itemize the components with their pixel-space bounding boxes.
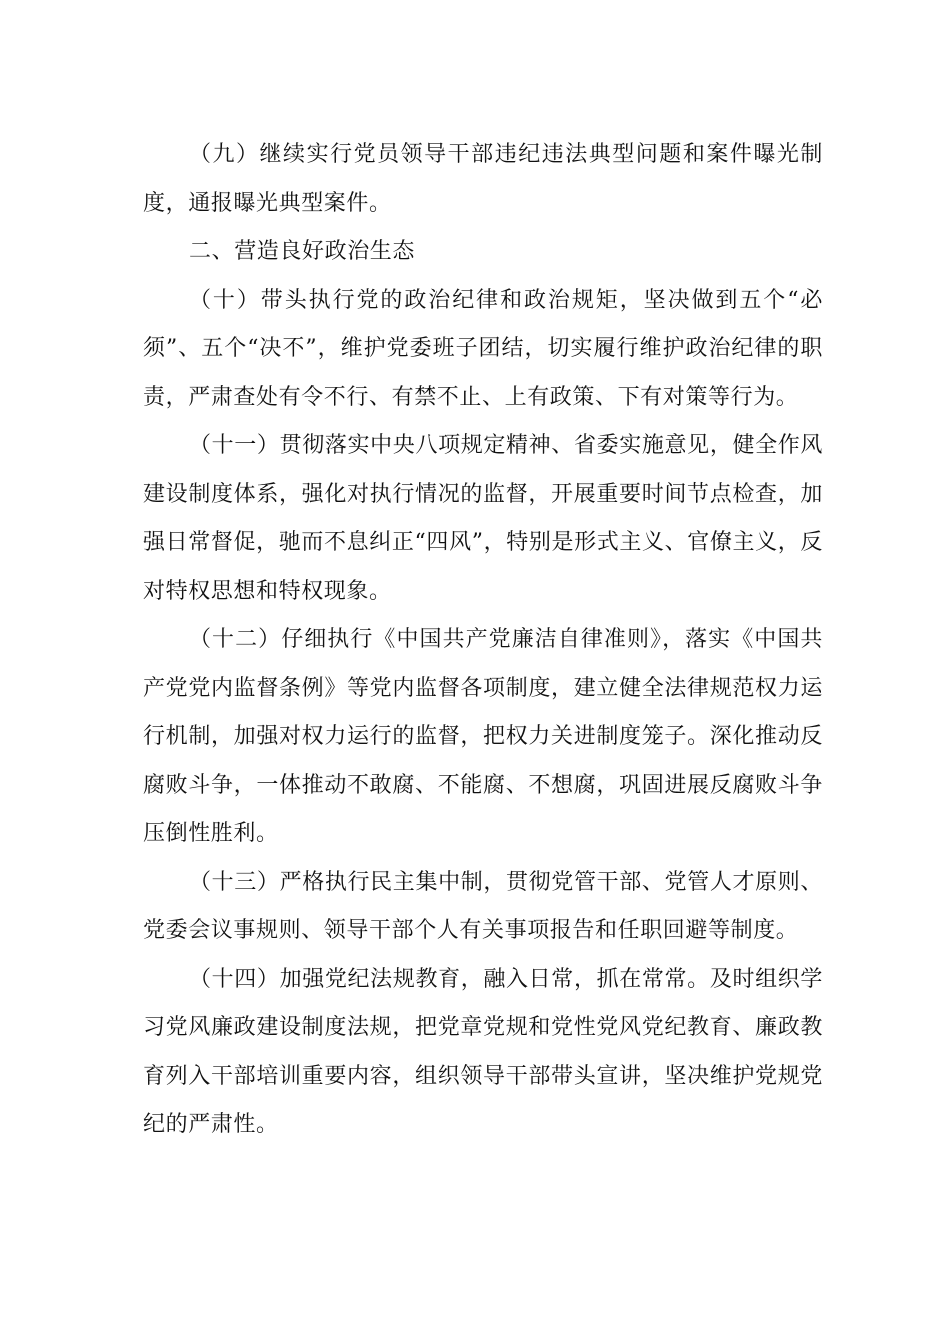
document-body <box>143 131 823 1150</box>
paragraph-item-14: （十四）加强党纪法规教育，融入日常，抓在常常。及时组织学习党风廉政建设制度法规，把党章党规和党性党风党纪教育、廉政教育列入干部培训重要内容，组织领导干部带头宣讲，坚决维护党规党纪的严肃性。 <box>143 966 823 1137</box>
paragraph-item-10: （十）带头执行党的政治纪律和政治规矩，坚决做到五个“必须”、五个“决不”，维护党委班子团结，切实履行维护政治纪律的职责，严肃查处有令不行、有禁不止、上有政策、下有对策等行为。 <box>143 287 823 410</box>
section-heading-2: 二、营造良好政治生态 <box>189 239 416 264</box>
paragraph-item-12: （十二）仔细执行《中国共产党廉洁自律准则》，落实《中国共产党党内监督条例》等党内监督各项制度，建立健全法律规范权力运行机制，加强对权力运行的监督，把权力关进制度笼子。深化推动反腐败斗争，一体推动不敢腐、不能腐、不想腐，巩固进展反腐败斗争压倒性胜利。 <box>143 627 823 846</box>
paragraph-item-13: （十三）严格执行民主集中制，贯彻党管干部、党管人才原则、党委会议事规则、领导干部个人有关事项报告和任职回避等制度。 <box>143 869 823 943</box>
paragraph-item-9: （九）继续实行党员领导干部违纪违法典型问题和案件曝光制度，通报曝光典型案件。 <box>143 142 823 216</box>
paragraph-item-11: （十一）贯彻落实中央八项规定精神、省委实施意见，健全作风建设制度体系，强化对执行情况的监督，开展重要时间节点检查，加强日常督促，驰而不息纠正“四风”，特别是形式主义、官僚主义，反对特权思想和特权现象。 <box>143 433 823 604</box>
